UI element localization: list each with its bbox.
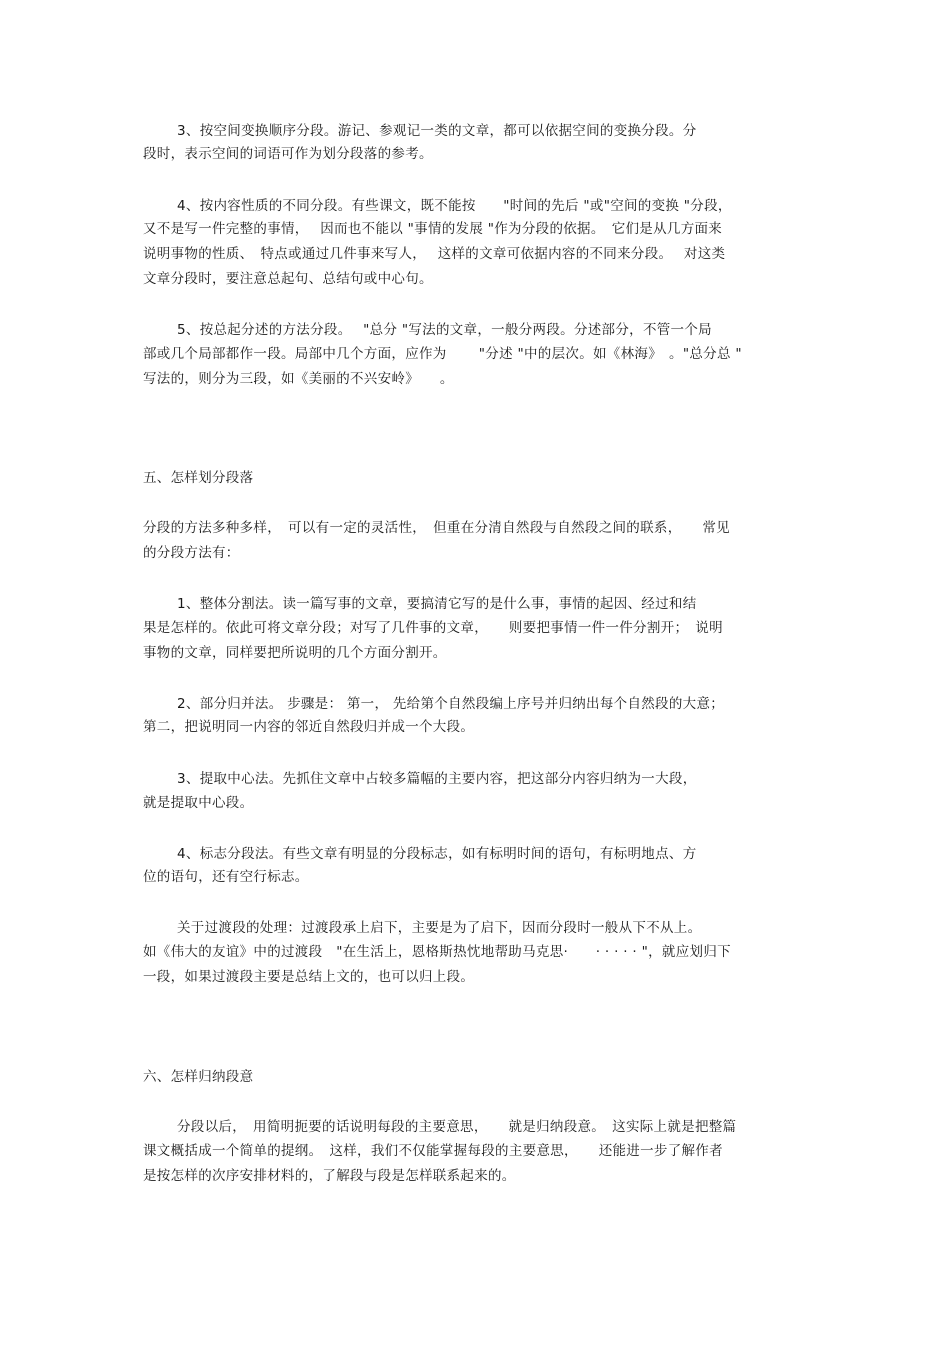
text-line: 分段以后， 用简明扼要的话说明每段的主要意思， 就是归纳段意。 这实际上就是把整篇 — [177, 1119, 737, 1135]
text-line: 2、部分归并法。 步骤是： 第一， 先给第个自然段编上序号并归纳出每个自然段的大意； — [177, 696, 725, 712]
text-line: 文章分段时，要注意总起句、总结句或中心句。 — [143, 271, 433, 287]
text-line: 4、按内容性质的不同分段。有些课文，既不能按 "时间的先后 "或"空间的变换 "分段， — [177, 198, 732, 214]
text-line: 1、整体分割法。读一篇写事的文章，要搞清它写的是什么事，事情的起因、经过和结 — [177, 596, 697, 612]
text-line: 分段的方法多种多样， 可以有一定的灵活性， 但重在分清自然段与自然段之间的联系， 常见 — [143, 520, 730, 536]
text-line: 是按怎样的次序安排材料的，了解段与段是怎样联系起来的。 — [143, 1168, 516, 1184]
text-line: 段时，表示空间的词语可作为划分段落的参考。 — [143, 146, 433, 162]
text-line: 一段，如果过渡段主要是总结上文的，也可以归上段。 — [143, 969, 475, 985]
text-line: 课文概括成一个简单的提纲。 这样，我们不仅能掌握每段的主要意思， 还能进一步了解作者 — [143, 1143, 723, 1159]
text-line: 第二，把说明同一内容的邻近自然段归并成一个大段。 — [143, 719, 475, 735]
text-line: 说明事物的性质、 特点或通过几件事来写人， 这样的文章可依据内容的不同来分段。 对这类 — [143, 246, 726, 262]
text-line: 位的语句，还有空行标志。 — [143, 869, 309, 885]
text-line: 的分段方法有： — [143, 545, 240, 561]
text-line: 4、标志分段法。有些文章有明显的分段标志，如有标明时间的语句，有标明地点、方 — [177, 846, 697, 862]
text-line: 部或几个局部都作一段。局部中几个方面，应作为 "分述 "中的层次。如《林海》 。"总分总 " — [143, 346, 742, 362]
text-line: 写法的，则分为三段，如《美丽的不兴安岭》 。 — [143, 371, 454, 387]
text-line: 如《伟大的友谊》中的过渡段 "在生活上，恩格斯热忱地帮助马克思· · · · · · "，就应划归下 — [143, 944, 731, 960]
text-line: 关于过渡段的处理：过渡段承上启下，主要是为了启下，因而分段时一般从下不从上。 — [177, 920, 702, 936]
section-heading-six: 六、怎样归纳段意 — [143, 1069, 254, 1085]
text-line: 就是提取中心段。 — [143, 795, 254, 811]
text-line: 又不是写一件完整的事情， 因而也不能以 "事情的发展 "作为分段的依据。 它们是从几方面来 — [143, 221, 723, 237]
text-line: 果是怎样的。依此可将文章分段；对写了几件事的文章， 则要把事情一件一件分割开； 说明 — [143, 620, 723, 636]
text-line: 3、按空间变换顺序分段。游记、参观记一类的文章，都可以依据空间的变换分段。分 — [177, 123, 697, 139]
text-line: 5、按总起分述的方法分段。 "总分 "写法的文章，一般分两段。分述部分，不管一个局 — [177, 322, 712, 338]
text-line: 3、提取中心法。先抓住文章中占较多篇幅的主要内容，把这部分内容归纳为一大段， — [177, 771, 697, 787]
section-heading-five: 五、怎样划分段落 — [143, 470, 254, 486]
text-line: 事物的文章，同样要把所说明的几个方面分割开。 — [143, 645, 447, 661]
